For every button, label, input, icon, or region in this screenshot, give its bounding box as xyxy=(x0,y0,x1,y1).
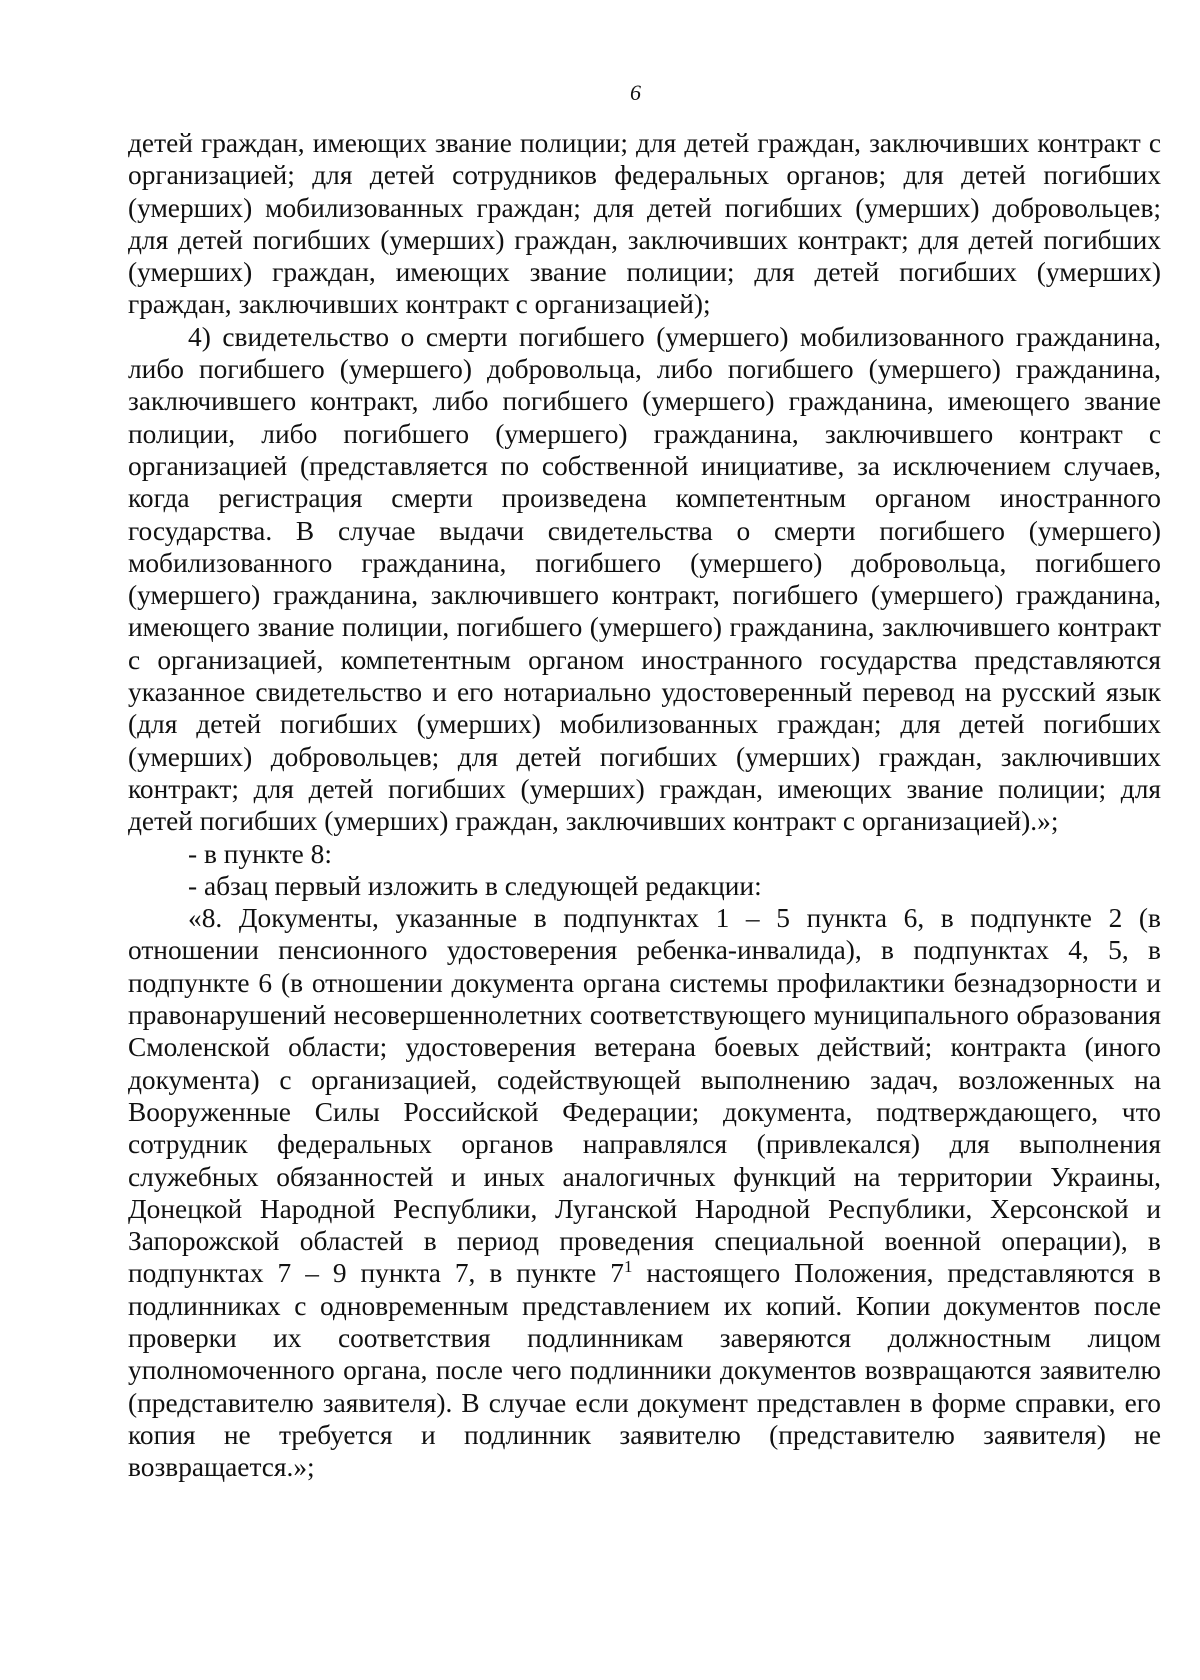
paragraph-point-8: - в пункте 8: xyxy=(188,838,332,869)
page-number: 6 xyxy=(630,80,641,105)
paragraph-first-clause: - абзац первый изложить в следующей редакции: xyxy=(188,870,762,901)
paragraph-8-part-a: «8. Документы, указанные в подпунктах 1 – 5 пункта 6, в подпункте 2 (в отношении пенсионного удостоверения ребенка-инвалида), в подпунктах 4, 5, в подпункте 6 (в отношении документа органа системы профилактики безнадзорности и правонарушений несовершеннолетних соответствующего муниципального образования Смоленской области; удостоверения ветерана боевых действий; контракта (иного документа) с организацией, содействующей выполнению задач, возложенных на Вооруженные Силы Российской Федерации; документа, подтверждающего, что сотрудник федеральных органов направлялся (привлекался) для выполнения служебных обязанностей и иных аналогичных функций на территории Украины, Донецкой Народной Республики, Луганской Народной Республики, Херсонской и Запорожской областей в период проведения специальной военной операции), в подпунктах 7 – 9 пункта 7, в пункте 7 xyxy=(128,903,1161,1289)
paragraph-8-part-b: настоящего Положения, представляются в подлинниках с одновременным представлением их копий. Копии документов после проверки их соответствия подлинникам заверяются должностным лицом уполномоченного органа, после чего подлинники документов возвращаются заявителю (представителю заявителя). В случае если документ представлен в форме справки, его копия не требуется и подлинник заявителю (представителю заявителя) не возвращается.»; xyxy=(128,1258,1161,1483)
superscript-index: 1 xyxy=(623,1257,633,1277)
paragraph-new-wording-8 xyxy=(128,902,1161,1483)
document-body xyxy=(128,127,1161,1483)
paragraph-continuation: детей граждан, имеющих звание полиции; для детей граждан, заключивших контракт с организацией; для детей сотрудников федеральных органов; для детей погибших (умерших) мобилизованных граждан; для детей погибших (умерших) добровольцев; для детей погибших (умерших) граждан, заключивших контракт; для детей погибших (умерших) граждан, имеющих звание полиции; для детей погибших (умерших) граждан, заключивших контракт с организацией); xyxy=(128,128,1161,320)
paragraph-item-4: 4) свидетельство о смерти погибшего (умершего) мобилизованного гражданина, либо погибшего (умершего) добровольца, либо погибшего (умершего) гражданина, заключившего контракт, либо погибшего (умершего) гражданина, имеющего звание полиции, либо погибшего (умершего) гражданина, заключившего контракт с организацией (представляется по собственной инициативе, за исключением случаев, когда регистрация смерти произведена компетентным органом иностранного государства. В случае выдачи свидетельства о смерти погибшего (умершего) мобилизованного гражданина, погибшего (умершего) добровольца, погибшего (умершего) гражданина, заключившего контракт, погибшего (умершего) гражданина, имеющего звание полиции, погибшего (умершего) гражданина, заключившего контракт с организацией, компетентным органом иностранного государства представляются указанное свидетельство и его нотариально удостоверенный перевод на русский язык (для детей погибших (умерших) мобилизованных граждан; для детей погибших (умерших) добровольцев; для детей погибших (умерших) граждан, заключивших контракт; для детей погибших (умерших) граждан, имеющих звание полиции; для детей погибших (умерших) граждан, заключивших контракт с организацией).»; xyxy=(128,321,1161,837)
